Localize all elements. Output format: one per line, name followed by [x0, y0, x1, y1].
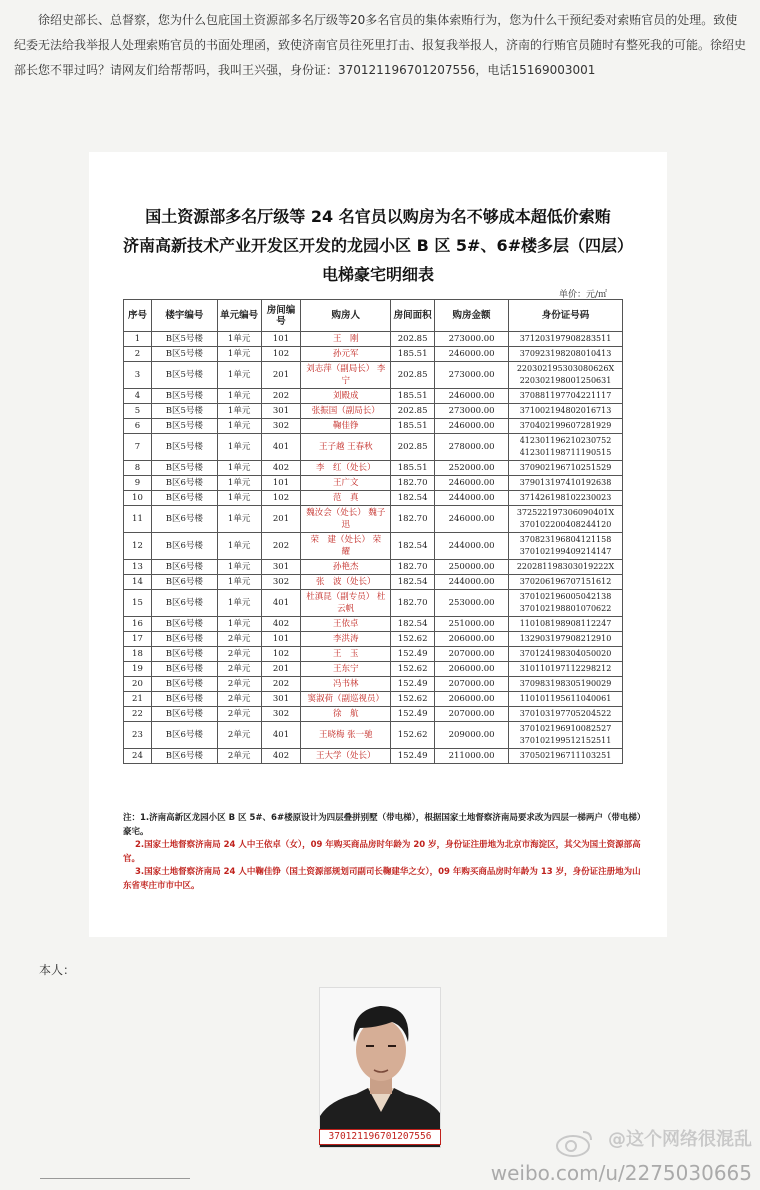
- cell-buyer: 孙艳杰: [301, 560, 391, 575]
- cell-no: 1: [124, 332, 152, 347]
- cell-unit: 1单元: [217, 419, 261, 434]
- cell-room: 401: [261, 722, 301, 749]
- cell-unit: 2单元: [217, 662, 261, 677]
- header-unit: 单元编号: [217, 300, 261, 332]
- cell-id: 220302195303080626X 220302198001250631: [509, 362, 623, 389]
- cell-id: 110108198908112247: [509, 617, 623, 632]
- cell-room: 301: [261, 560, 301, 575]
- cell-no: 23: [124, 722, 152, 749]
- cell-id: 379013197410192638: [509, 476, 623, 491]
- cell-buyer: 张 波（处长）: [301, 575, 391, 590]
- weibo-handle: @这个网络很混乱: [608, 1129, 752, 1150]
- cell-unit: 1单元: [217, 461, 261, 476]
- table-row: [124, 362, 623, 389]
- header-no: 序号: [124, 300, 152, 332]
- cell-id: 132903197908212910: [509, 632, 623, 647]
- table-row: [124, 575, 623, 590]
- cell-building: B区6号楼: [151, 647, 217, 662]
- cell-amount: 253000.00: [435, 590, 509, 617]
- cell-buyer: 刘殿成: [301, 389, 391, 404]
- cell-room: 401: [261, 590, 301, 617]
- table-row: [124, 491, 623, 506]
- cell-amount: 246000.00: [435, 389, 509, 404]
- cell-unit: 2单元: [217, 692, 261, 707]
- cell-buyer: 荣 建（处长） 荣 耀: [301, 533, 391, 560]
- housing-detail-table: [123, 299, 623, 764]
- cell-buyer: 窦淑荷（副巡视员）: [301, 692, 391, 707]
- cell-area: 182.70: [391, 590, 435, 617]
- cell-unit: 1单元: [217, 347, 261, 362]
- table-row: [124, 617, 623, 632]
- cell-building: B区6号楼: [151, 722, 217, 749]
- cell-amount: 246000.00: [435, 506, 509, 533]
- cell-amount: 207000.00: [435, 647, 509, 662]
- cell-area: 152.49: [391, 647, 435, 662]
- cell-room: 102: [261, 647, 301, 662]
- cell-id: 412301196210230752 412301198711190515: [509, 434, 623, 461]
- cell-room: 302: [261, 419, 301, 434]
- cell-id: 370102196005042138 370102198801070622: [509, 590, 623, 617]
- table-row: [124, 560, 623, 575]
- cell-amount: 273000.00: [435, 332, 509, 347]
- unit-price-label: 单价：元/㎡: [558, 290, 607, 300]
- header-buyer: 购房人: [301, 300, 391, 332]
- cell-room: 202: [261, 533, 301, 560]
- cell-unit: 2单元: [217, 677, 261, 692]
- cell-building: B区6号楼: [151, 707, 217, 722]
- cell-id: 371203197908283511: [509, 332, 623, 347]
- table-row: [124, 434, 623, 461]
- cell-no: 3: [124, 362, 152, 389]
- cell-unit: 2单元: [217, 632, 261, 647]
- cell-buyer: 王 玉: [301, 647, 391, 662]
- cell-building: B区6号楼: [151, 476, 217, 491]
- cell-unit: 1单元: [217, 362, 261, 389]
- cell-amount: 246000.00: [435, 476, 509, 491]
- cell-no: 9: [124, 476, 152, 491]
- document-title-line1: 国土资源部多名厅级等 24 名官员以购房为名不够成本超低价索贿: [145, 207, 611, 226]
- cell-buyer: 王晓梅 张一驰: [301, 722, 391, 749]
- table-row: [124, 461, 623, 476]
- cell-amount: 244000.00: [435, 491, 509, 506]
- cell-buyer: 刘志萍（副局长） 李 宁: [301, 362, 391, 389]
- cell-building: B区6号楼: [151, 575, 217, 590]
- cell-no: 16: [124, 617, 152, 632]
- document-title-line2: 济南高新技术产业开发区开发的龙园小区 B 区 5#、6#楼多层（四层）: [123, 236, 633, 255]
- cell-area: 185.51: [391, 389, 435, 404]
- cell-building: B区5号楼: [151, 419, 217, 434]
- cell-area: 182.54: [391, 617, 435, 632]
- portrait-image: [320, 988, 441, 1148]
- cell-amount: 206000.00: [435, 662, 509, 677]
- table-row: [124, 590, 623, 617]
- cell-area: 152.62: [391, 722, 435, 749]
- cell-id: 370881197704221117: [509, 389, 623, 404]
- cell-unit: 1单元: [217, 491, 261, 506]
- cell-unit: 1单元: [217, 560, 261, 575]
- cell-room: 402: [261, 749, 301, 764]
- cell-building: B区5号楼: [151, 389, 217, 404]
- header-area: 房间面积: [391, 300, 435, 332]
- cell-id: 370502196711103251: [509, 749, 623, 764]
- cell-area: 152.62: [391, 632, 435, 647]
- table-body: [124, 332, 623, 764]
- cell-id: 310110197112298212: [509, 662, 623, 677]
- cell-unit: 1单元: [217, 533, 261, 560]
- cell-id: 371002194802016713: [509, 404, 623, 419]
- cell-amount: 207000.00: [435, 707, 509, 722]
- weibo-url: weibo.com/u/2275030665: [490, 1161, 752, 1185]
- header-amount: 购房金额: [435, 300, 509, 332]
- cell-building: B区5号楼: [151, 332, 217, 347]
- cell-room: 401: [261, 434, 301, 461]
- cell-building: B区6号楼: [151, 506, 217, 533]
- cell-area: 182.70: [391, 560, 435, 575]
- cell-room: 302: [261, 575, 301, 590]
- table-row: [124, 389, 623, 404]
- cell-buyer: 冯书林: [301, 677, 391, 692]
- cell-unit: 2单元: [217, 707, 261, 722]
- cell-room: 101: [261, 332, 301, 347]
- cell-room: 301: [261, 404, 301, 419]
- cell-unit: 2单元: [217, 722, 261, 749]
- table-row: [124, 419, 623, 434]
- cell-unit: 1单元: [217, 506, 261, 533]
- cell-area: 152.49: [391, 749, 435, 764]
- cell-id: 370923198208010413: [509, 347, 623, 362]
- cell-unit: 2单元: [217, 749, 261, 764]
- cell-no: 17: [124, 632, 152, 647]
- cell-area: 182.54: [391, 533, 435, 560]
- cell-area: 152.62: [391, 692, 435, 707]
- cell-amount: 252000.00: [435, 461, 509, 476]
- cell-unit: 1单元: [217, 434, 261, 461]
- weibo-watermark: [491, 1125, 752, 1185]
- cell-area: 182.70: [391, 506, 435, 533]
- cell-unit: 1单元: [217, 389, 261, 404]
- cell-building: B区6号楼: [151, 560, 217, 575]
- cell-no: 19: [124, 662, 152, 677]
- table-row: [124, 677, 623, 692]
- cell-no: 5: [124, 404, 152, 419]
- header-id: 身份证号码: [509, 300, 623, 332]
- cell-room: 102: [261, 491, 301, 506]
- table-row: [124, 347, 623, 362]
- note-2: 2.国家土地督察济南局 24 人中王依卓（女），09 年购买商品房时年龄为 20 岁，身份证注册地为北京市海淀区，其父为国土资源部高官。: [123, 840, 641, 864]
- cell-area: 152.49: [391, 707, 435, 722]
- cell-amount: 244000.00: [435, 575, 509, 590]
- cell-area: 182.70: [391, 476, 435, 491]
- cell-id: 371426198102230023: [509, 491, 623, 506]
- cell-room: 202: [261, 677, 301, 692]
- cell-building: B区6号楼: [151, 491, 217, 506]
- cell-buyer: 王广文: [301, 476, 391, 491]
- cell-buyer: 王 刚: [301, 332, 391, 347]
- cell-area: 185.51: [391, 347, 435, 362]
- table-header-row: [124, 300, 623, 332]
- cell-no: 2: [124, 347, 152, 362]
- cell-building: B区6号楼: [151, 692, 217, 707]
- cell-no: 7: [124, 434, 152, 461]
- cell-no: 13: [124, 560, 152, 575]
- cell-unit: 1单元: [217, 404, 261, 419]
- cell-building: B区6号楼: [151, 533, 217, 560]
- cell-amount: 206000.00: [435, 692, 509, 707]
- cell-unit: 2单元: [217, 647, 261, 662]
- cell-building: B区6号楼: [151, 677, 217, 692]
- cell-building: B区6号楼: [151, 590, 217, 617]
- cell-area: 185.51: [391, 461, 435, 476]
- cell-no: 24: [124, 749, 152, 764]
- cell-id: 372522197306090401X 370102200408244120: [509, 506, 623, 533]
- document-notes: [123, 812, 643, 894]
- cell-amount: 209000.00: [435, 722, 509, 749]
- cell-area: 182.54: [391, 575, 435, 590]
- cell-area: 202.85: [391, 362, 435, 389]
- cell-building: B区5号楼: [151, 347, 217, 362]
- header-building: 楼宇编号: [151, 300, 217, 332]
- table-row: [124, 632, 623, 647]
- cell-buyer: 徐 航: [301, 707, 391, 722]
- cell-no: 22: [124, 707, 152, 722]
- cell-area: 185.51: [391, 419, 435, 434]
- cell-buyer: 王子越 王春秋: [301, 434, 391, 461]
- cell-building: B区6号楼: [151, 662, 217, 677]
- table-row: [124, 533, 623, 560]
- cell-buyer: 鞠佳铮: [301, 419, 391, 434]
- cell-amount: 244000.00: [435, 533, 509, 560]
- cell-id: 370402199607281929: [509, 419, 623, 434]
- cell-buyer: 李 红（处长）: [301, 461, 391, 476]
- cell-amount: 278000.00: [435, 434, 509, 461]
- table-row: [124, 332, 623, 347]
- note-3: 3.国家土地督察济南局 24 人中鞠佳铮（国土资源部规划司副司长鞠建华之女），09 年购买商品房时年龄为 13 岁，身份证注册地为山东省枣庄市市中区。: [123, 867, 641, 891]
- photo-id-number: 370121196701207556: [319, 1129, 441, 1145]
- self-label: 本人：: [39, 963, 76, 977]
- cell-room: 101: [261, 476, 301, 491]
- table-row: [124, 692, 623, 707]
- divider: [40, 1178, 190, 1179]
- cell-buyer: 李洪涛: [301, 632, 391, 647]
- cell-room: 301: [261, 692, 301, 707]
- cell-buyer: 张振国（副局长）: [301, 404, 391, 419]
- cell-building: B区5号楼: [151, 461, 217, 476]
- cell-area: 202.85: [391, 332, 435, 347]
- cell-no: 10: [124, 491, 152, 506]
- cell-unit: 1单元: [217, 590, 261, 617]
- cell-amount: 273000.00: [435, 362, 509, 389]
- cell-room: 201: [261, 506, 301, 533]
- cell-area: 202.85: [391, 434, 435, 461]
- cell-building: B区5号楼: [151, 362, 217, 389]
- cell-no: 8: [124, 461, 152, 476]
- cell-buyer: 王大学（处长）: [301, 749, 391, 764]
- cell-building: B区6号楼: [151, 632, 217, 647]
- table-row: [124, 476, 623, 491]
- cell-no: 11: [124, 506, 152, 533]
- cell-unit: 1单元: [217, 575, 261, 590]
- table-row: [124, 647, 623, 662]
- cell-room: 402: [261, 617, 301, 632]
- cell-amount: 246000.00: [435, 347, 509, 362]
- cell-no: 14: [124, 575, 152, 590]
- cell-area: 182.54: [391, 491, 435, 506]
- cell-building: B区6号楼: [151, 749, 217, 764]
- cell-buyer: 范 真: [301, 491, 391, 506]
- cell-unit: 1单元: [217, 617, 261, 632]
- cell-area: 202.85: [391, 404, 435, 419]
- cell-room: 402: [261, 461, 301, 476]
- cell-no: 12: [124, 533, 152, 560]
- table-row: [124, 749, 623, 764]
- cell-id: 370983198305190029: [509, 677, 623, 692]
- cell-no: 15: [124, 590, 152, 617]
- complaint-paragraph: 徐绍史部长、总督察，您为什么包庇国土资源部多名厅级等20多名官员的集体索贿行为，您为什么干预纪委对索贿官员的处理。致使纪委无法给我举报人处理索贿官员的书面处理函，致使济南官员往死里打击、报复我举报人，济南的行贿官员随时有整死我的可能。徐绍史部长您不罪过吗？请网友们给帮帮吗，我叫王兴强，身份证：370121196701207556，电话15169003001: [14, 13, 747, 77]
- cell-no: 6: [124, 419, 152, 434]
- cell-unit: 1单元: [217, 332, 261, 347]
- cell-buyer: 王依卓: [301, 617, 391, 632]
- cell-buyer: 杜滇昆（副专员） 杜云帆: [301, 590, 391, 617]
- cell-id: 370206196707151612: [509, 575, 623, 590]
- cell-id: 370823196804121158 370102199409214147: [509, 533, 623, 560]
- cell-building: B区5号楼: [151, 404, 217, 419]
- document-title-line3: 电梯豪宅明细表: [321, 265, 434, 284]
- cell-amount: 273000.00: [435, 404, 509, 419]
- cell-buyer: 王东宁: [301, 662, 391, 677]
- cell-buyer: 魏汝会（处长） 魏子迅: [301, 506, 391, 533]
- cell-id: 220281198303019222X: [509, 560, 623, 575]
- portrait-photo: [319, 987, 441, 1148]
- cell-room: 102: [261, 347, 301, 362]
- header-room: 房间编号: [261, 300, 301, 332]
- table-row: [124, 404, 623, 419]
- cell-amount: 206000.00: [435, 632, 509, 647]
- cell-room: 201: [261, 362, 301, 389]
- cell-amount: 211000.00: [435, 749, 509, 764]
- table-row: [124, 506, 623, 533]
- cell-id: 370124198304050020: [509, 647, 623, 662]
- cell-id: 370902196710251529: [509, 461, 623, 476]
- cell-room: 302: [261, 707, 301, 722]
- cell-area: 152.49: [391, 677, 435, 692]
- cell-id: 370103197705204522: [509, 707, 623, 722]
- cell-room: 101: [261, 632, 301, 647]
- cell-no: 18: [124, 647, 152, 662]
- table-row: [124, 707, 623, 722]
- note-1: 注：1.济南高新区龙园小区 B 区 5#、6#楼原设计为四层叠拼别墅（带电梯），根据国家土地督察济南局要求改为四层一梯两户（带电梯）豪宅。: [123, 813, 642, 837]
- table-row: [124, 722, 623, 749]
- cell-building: B区5号楼: [151, 434, 217, 461]
- table-row: [124, 662, 623, 677]
- cell-no: 20: [124, 677, 152, 692]
- cell-amount: 246000.00: [435, 419, 509, 434]
- cell-area: 152.62: [391, 662, 435, 677]
- cell-room: 201: [261, 662, 301, 677]
- cell-amount: 251000.00: [435, 617, 509, 632]
- cell-buyer: 孙元军: [301, 347, 391, 362]
- cell-id: 110101195611040061: [509, 692, 623, 707]
- cell-id: 370102196910082527 370102199512152511: [509, 722, 623, 749]
- cell-building: B区6号楼: [151, 617, 217, 632]
- cell-unit: 1单元: [217, 476, 261, 491]
- cell-no: 21: [124, 692, 152, 707]
- cell-no: 4: [124, 389, 152, 404]
- cell-amount: 207000.00: [435, 677, 509, 692]
- cell-room: 202: [261, 389, 301, 404]
- cell-amount: 250000.00: [435, 560, 509, 575]
